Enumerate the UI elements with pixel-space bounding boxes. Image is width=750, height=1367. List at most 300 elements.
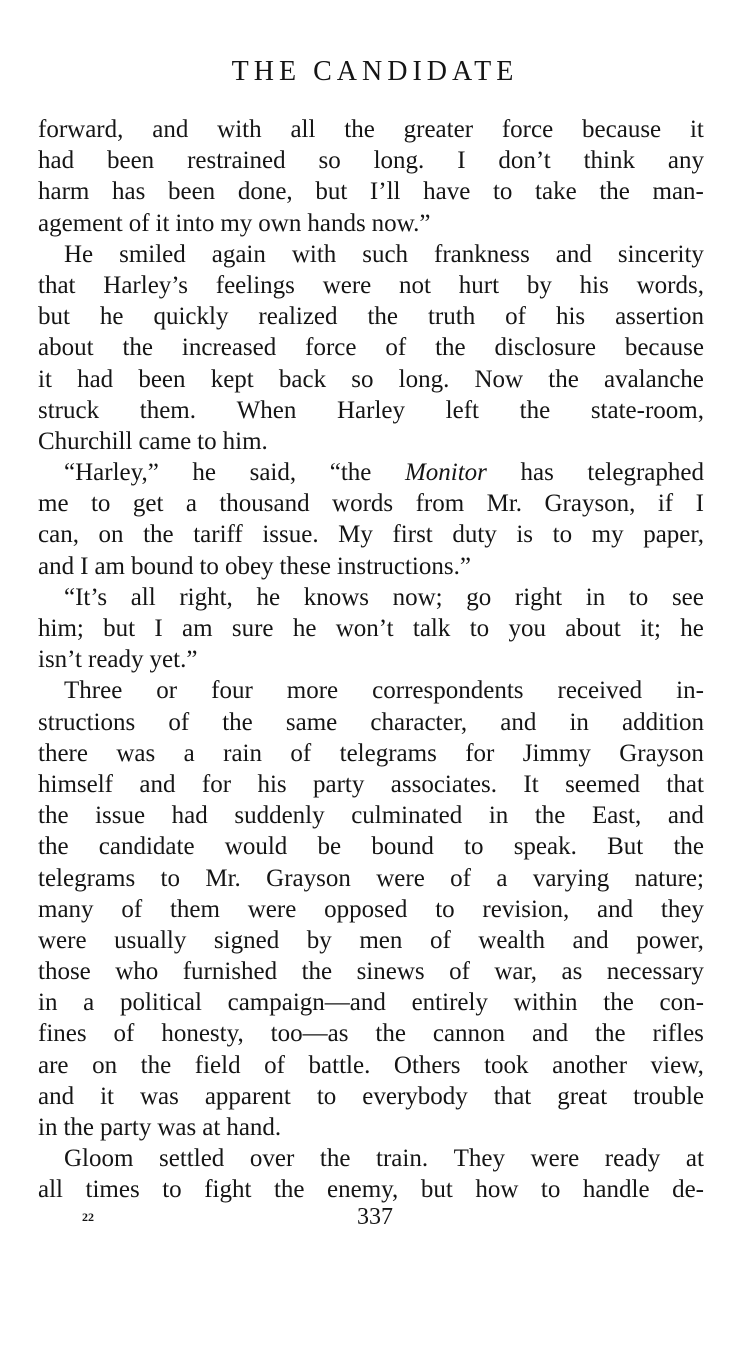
word: Gloom (64, 1145, 134, 1173)
word: by (526, 271, 552, 299)
word: the (38, 833, 69, 861)
word: of (449, 958, 470, 986)
word: that (38, 271, 76, 299)
word: words, (636, 271, 704, 299)
word: I (154, 615, 163, 642)
word: all (290, 116, 316, 143)
word: the (222, 708, 253, 736)
text-line (38, 831, 704, 862)
page-text (38, 114, 704, 1206)
word: When (236, 396, 297, 424)
page-number: 337 (357, 1204, 393, 1230)
word: see (671, 583, 704, 611)
word: his (579, 271, 609, 299)
word: telegrams (38, 864, 136, 892)
word: I (80, 552, 89, 580)
word: he (680, 615, 704, 642)
word: kept (210, 365, 254, 393)
word: to (540, 1176, 561, 1204)
word: such (362, 240, 409, 268)
word: in- (676, 677, 704, 705)
word: the (595, 1020, 626, 1048)
word: thousand (219, 490, 310, 518)
word: but (315, 178, 348, 206)
text-line (38, 956, 704, 987)
word: party (100, 1114, 152, 1141)
word: opposed (324, 895, 408, 923)
word: to (435, 895, 455, 923)
word: took (484, 1051, 529, 1079)
word: my (591, 521, 624, 549)
word: about (565, 615, 621, 642)
word: hand. (226, 1114, 282, 1141)
word: take (535, 178, 577, 206)
word: the (143, 521, 174, 549)
word: I (695, 490, 704, 518)
word: all (130, 583, 156, 611)
word: now; (392, 583, 443, 611)
word: Jimmy (522, 739, 591, 767)
word: cannon (432, 1020, 506, 1048)
text-line (38, 1018, 704, 1049)
word: tariff (193, 521, 243, 549)
word: from (415, 490, 465, 518)
word: he (292, 615, 317, 642)
word: own (258, 209, 302, 237)
word: Now (474, 365, 524, 393)
word: Monitor (404, 459, 487, 487)
word: yet.” (149, 646, 198, 674)
word: smiled (119, 240, 186, 268)
word: and (532, 1020, 569, 1048)
word: more (286, 677, 339, 705)
word: increased (181, 334, 277, 362)
word: into (175, 209, 215, 237)
page-footer (0, 1204, 750, 1234)
word: can, (38, 521, 79, 549)
word: isn’t (38, 646, 82, 674)
text-line (38, 395, 704, 426)
word: “It’s (64, 583, 108, 611)
word: restrained (187, 147, 286, 175)
word: but (103, 615, 136, 642)
word: of (168, 708, 190, 736)
word: the (63, 1114, 94, 1141)
word: seemed (565, 770, 641, 798)
word: rain (223, 739, 263, 767)
word: harm (38, 178, 90, 206)
word: a (83, 989, 95, 1017)
word: about (38, 334, 94, 362)
word: back (278, 365, 327, 393)
word: are (38, 1051, 69, 1079)
word: feelings (215, 271, 295, 299)
word: were (530, 1145, 580, 1173)
word: to (90, 490, 111, 518)
word: was (157, 1114, 197, 1141)
word: his (257, 770, 287, 798)
word: entirely (411, 989, 488, 1017)
word: of (128, 209, 150, 237)
word: campaign—and (227, 989, 386, 1017)
text-line (38, 519, 704, 550)
text-line (38, 1143, 704, 1174)
word: of (450, 864, 471, 892)
word: and (572, 926, 609, 954)
text-line (38, 1050, 704, 1081)
word: it (689, 116, 704, 143)
word: They (453, 1145, 506, 1173)
word: these (279, 552, 331, 580)
word: field (194, 1051, 241, 1079)
word: the (301, 958, 333, 986)
word: suddenly (234, 802, 325, 830)
word: them (169, 895, 220, 923)
word: were (322, 271, 372, 299)
word: the (38, 802, 69, 830)
word: same (285, 708, 338, 736)
word: issue (95, 802, 146, 830)
word: of (121, 895, 143, 923)
word: enemy, (327, 1176, 399, 1204)
word: and (555, 240, 592, 268)
word: him; (38, 615, 84, 642)
word: knows (303, 583, 369, 611)
word: candidate (98, 833, 195, 861)
word: “the (329, 459, 372, 487)
word: the (534, 802, 566, 830)
word: bound (130, 552, 194, 580)
word: been (167, 178, 216, 206)
word: hurt (458, 271, 500, 299)
word: it (155, 209, 170, 237)
word: Others (393, 1051, 461, 1079)
word: nature; (634, 864, 704, 892)
word: on (98, 521, 124, 549)
word: is (516, 521, 534, 549)
word: would (224, 833, 288, 861)
word: now.” (371, 209, 431, 237)
word: were (38, 926, 87, 954)
word: and (152, 116, 189, 143)
word: It (523, 770, 539, 798)
word: of (385, 334, 407, 362)
word: paper, (643, 521, 704, 549)
text-line (38, 863, 704, 894)
text-line (38, 1174, 704, 1205)
word: of (264, 1051, 285, 1079)
word: sincerity (617, 240, 704, 268)
word: am (182, 615, 213, 642)
word: My (338, 521, 373, 549)
word: men (359, 926, 403, 954)
word: another (552, 1051, 628, 1079)
word: my (220, 209, 253, 237)
word: addition (622, 708, 704, 736)
word: sinews (356, 958, 425, 986)
word: them. (139, 396, 196, 424)
word: fines (38, 1020, 87, 1048)
word: usually (114, 926, 187, 954)
word: said, (249, 459, 297, 487)
word: to (160, 864, 180, 892)
word: to (162, 1176, 182, 1204)
text-line (38, 488, 704, 519)
word: telegrams (339, 739, 437, 767)
word: those (38, 958, 91, 986)
word: ready (88, 646, 144, 674)
word: view, (650, 1051, 704, 1079)
word: because (624, 334, 704, 362)
word: been (106, 147, 155, 175)
word: too—as (270, 1020, 349, 1048)
word: if (657, 490, 674, 518)
word: revision, (482, 895, 570, 923)
word: first (392, 521, 433, 549)
word: Mr. (205, 864, 241, 892)
word: man- (652, 178, 704, 206)
text-line (38, 613, 704, 644)
word: so (318, 147, 341, 175)
word: train. (376, 1145, 429, 1173)
word: by (306, 926, 332, 954)
word: done, (237, 178, 293, 206)
text-line (38, 675, 704, 706)
word: were (247, 895, 297, 923)
word: within (513, 989, 578, 1017)
text-line (38, 270, 704, 301)
word: on (92, 1051, 118, 1079)
word: the (548, 365, 579, 393)
word: of (505, 303, 526, 331)
word: Churchill (38, 427, 133, 455)
word: he (99, 303, 124, 331)
word: force (305, 334, 357, 362)
word: in (38, 989, 58, 1017)
word: as (561, 958, 583, 986)
word: obey (224, 552, 274, 580)
word: I’ll (369, 178, 401, 206)
word: go (466, 583, 492, 611)
text-line (38, 800, 704, 831)
word: But (607, 833, 644, 861)
word: wealth (478, 926, 545, 954)
word: it; (640, 615, 661, 642)
word: came (138, 427, 192, 455)
word: avalanche (603, 365, 704, 393)
word: character, (370, 708, 468, 736)
word: the (435, 334, 466, 362)
word: bound (371, 833, 434, 861)
word: left (445, 396, 479, 424)
word: issue. (262, 521, 319, 549)
word: has (112, 178, 146, 206)
word: he (192, 459, 217, 487)
word: the (344, 116, 375, 143)
word: varying (532, 864, 610, 892)
text-line (38, 551, 704, 582)
word: Three (64, 677, 123, 705)
word: “Harley,” (64, 459, 159, 487)
word: it (38, 365, 52, 393)
word: to (552, 521, 573, 549)
word: and (597, 895, 634, 923)
text-line (38, 364, 704, 395)
word: been (138, 365, 186, 393)
word: the (673, 833, 704, 861)
text-line (38, 145, 704, 176)
word: that (666, 770, 704, 798)
word: in (585, 583, 606, 611)
word: force (501, 116, 554, 143)
word: Mr. (486, 490, 523, 518)
word: me (38, 490, 69, 518)
word: greater (403, 116, 474, 143)
word: or (156, 677, 178, 705)
word: have (423, 178, 471, 206)
word: right, (179, 583, 233, 611)
word: con- (659, 989, 704, 1017)
word: with (217, 116, 262, 143)
word: the (140, 1051, 172, 1079)
word: many (38, 895, 94, 923)
text-line (38, 925, 704, 956)
word: Grayson (266, 864, 351, 892)
word: handle (582, 1176, 650, 1204)
word: correspondents (372, 677, 524, 705)
word: hands (307, 209, 366, 237)
word: was (116, 739, 156, 767)
word: for (465, 739, 495, 767)
word: who (115, 958, 159, 986)
word: Grayson (619, 739, 704, 767)
word: and (139, 770, 176, 798)
word: assertion (615, 303, 704, 331)
word: to (464, 833, 484, 861)
word: that (493, 1082, 532, 1110)
word: of (429, 926, 451, 954)
word: at (202, 1114, 221, 1141)
word: all (38, 1176, 63, 1204)
word: of (290, 739, 312, 767)
word: and (38, 552, 75, 580)
word: has (520, 459, 554, 487)
word: with (291, 240, 337, 268)
word: it (100, 1082, 114, 1110)
word: war, (494, 958, 538, 986)
text-line (38, 239, 704, 270)
word: culminated (351, 802, 463, 830)
word: signed (213, 926, 280, 954)
text-line (38, 987, 704, 1018)
word: to (469, 615, 490, 642)
word: am (94, 552, 125, 580)
word: had (38, 147, 75, 175)
word: long. (373, 147, 425, 175)
word: received (557, 677, 643, 705)
word: necessary (606, 958, 704, 986)
text-line (38, 457, 704, 488)
word: think (583, 147, 635, 175)
word: struck (38, 396, 100, 424)
word: again (211, 240, 266, 268)
text-line (38, 301, 704, 332)
word: party (313, 770, 365, 798)
word: structions (38, 708, 136, 736)
word: state-room, (590, 396, 704, 424)
word: the (519, 396, 551, 424)
text-line (38, 769, 704, 800)
running-title: THE CANDIDATE (231, 56, 519, 87)
text-line (38, 208, 704, 239)
word: not (399, 271, 431, 299)
word: frankness (434, 240, 530, 268)
text-line (38, 1081, 704, 1112)
word: great (557, 1082, 608, 1110)
word: and (38, 1082, 75, 1110)
word: don’t (498, 147, 551, 175)
word: they (660, 895, 704, 923)
word: had (171, 802, 208, 830)
word: times (85, 1176, 140, 1204)
word: but (38, 303, 70, 331)
word: right (514, 583, 563, 611)
word: duty (452, 521, 497, 549)
word: Harley (336, 396, 406, 424)
word: Grayson, (544, 490, 636, 518)
word: a (496, 864, 508, 892)
text-line (38, 644, 704, 675)
word: telegraphed (587, 459, 704, 487)
signature-mark: 22 (82, 1210, 94, 1224)
text-line (38, 707, 704, 738)
word: to (628, 583, 649, 611)
word: the (122, 334, 153, 362)
text-line (38, 176, 704, 207)
word: rifles (652, 1020, 704, 1048)
word: at (685, 1145, 704, 1173)
word: disclosure (494, 334, 596, 362)
text-line (38, 894, 704, 925)
word: him. (222, 427, 268, 455)
word: speak. (513, 833, 577, 861)
word: the (319, 1145, 351, 1173)
word: get (132, 490, 164, 518)
word: and (667, 802, 704, 830)
word: himself (38, 770, 113, 798)
word: quickly (153, 303, 229, 331)
word: to (492, 178, 513, 206)
text-line (38, 582, 704, 613)
text-line (38, 114, 704, 145)
word: there (38, 739, 88, 767)
word: a (185, 490, 197, 518)
word: realized (258, 303, 338, 331)
word: and (500, 708, 537, 736)
text-line (38, 426, 704, 457)
word: in (488, 802, 509, 830)
text-line (38, 738, 704, 769)
word: the (603, 989, 634, 1017)
word: truth (427, 303, 476, 331)
word: sure (231, 615, 274, 642)
word: you (508, 615, 546, 642)
word: battle. (308, 1051, 371, 1079)
word: was (139, 1082, 179, 1110)
word: for (201, 770, 232, 798)
word: the (375, 1020, 406, 1048)
word: won’t (335, 615, 394, 642)
